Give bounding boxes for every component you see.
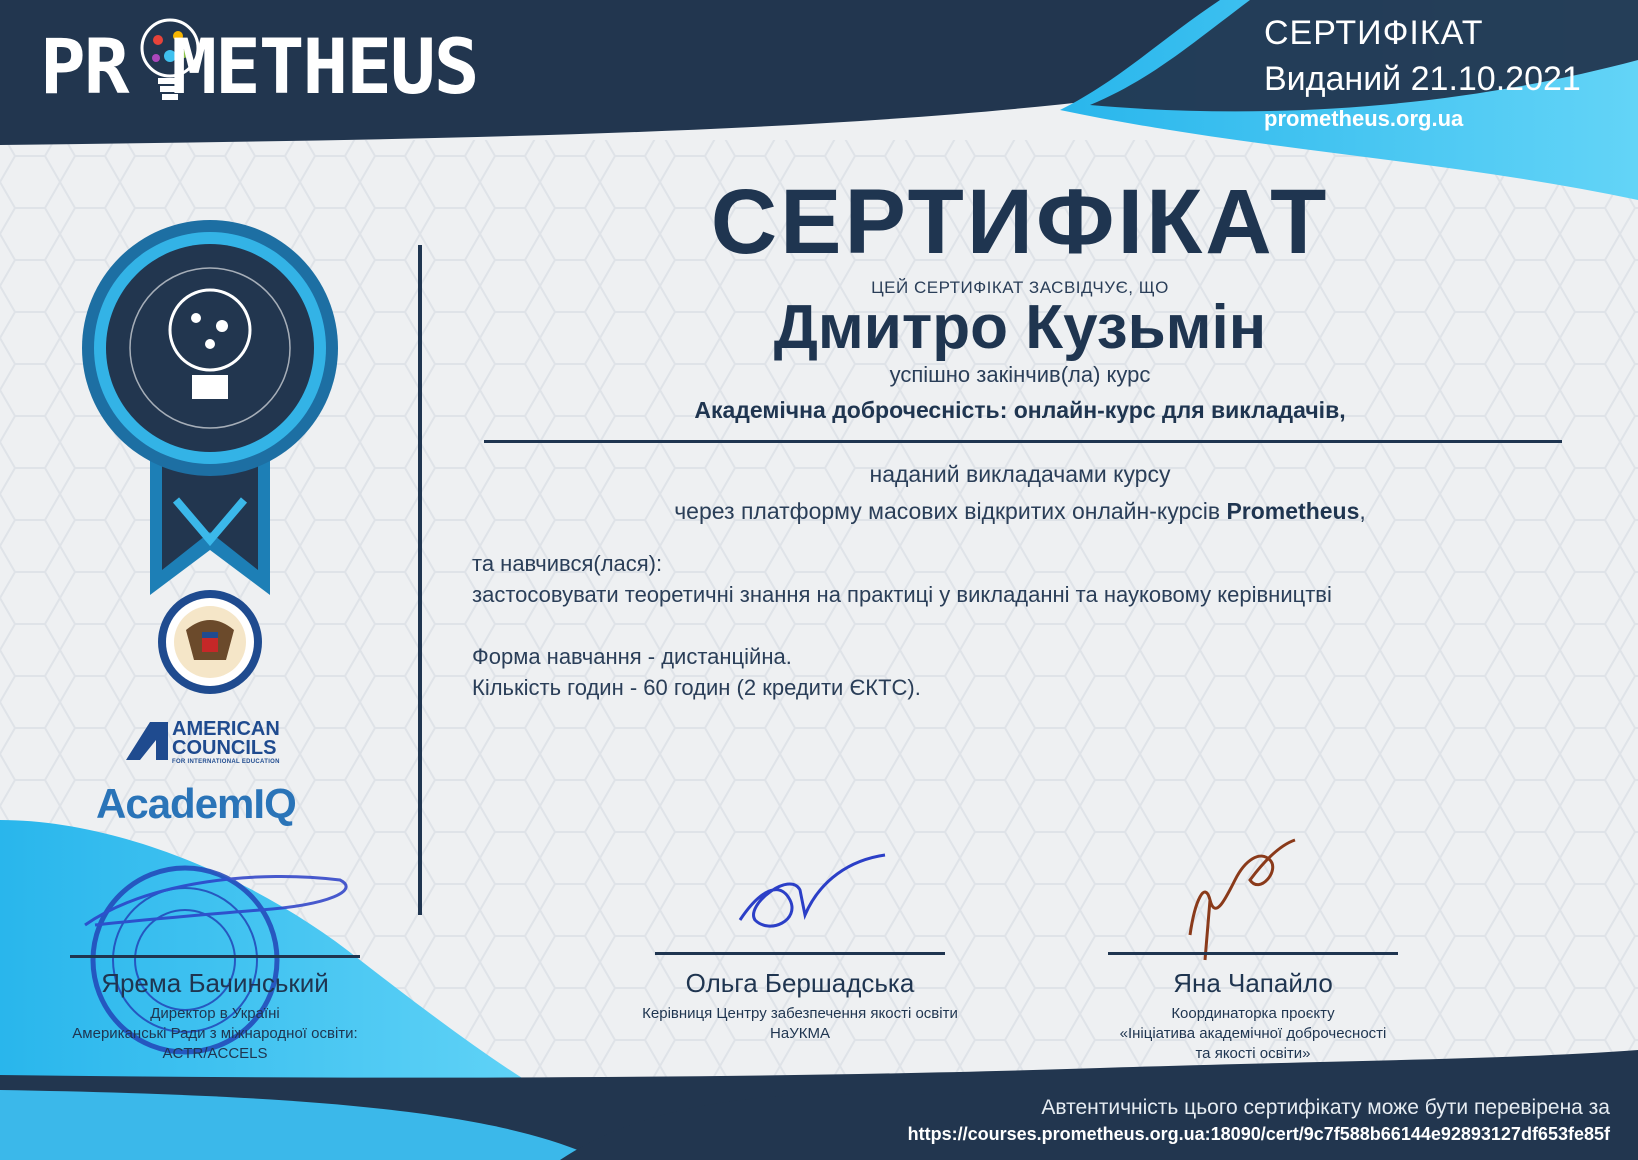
course-name: Академічна доброчесність: онлайн-курс для викладачів,: [694, 397, 1346, 423]
platform-suffix: ,: [1359, 498, 1366, 524]
verify-text: Автентичність цього сертифікату може бути перевірена за: [1041, 1096, 1610, 1119]
learning-outcomes: [472, 548, 1332, 703]
signatory-role-1-line-3: ACTR/ACCELS: [162, 1045, 268, 1062]
vertical-divider: [418, 245, 422, 915]
signature-line-1: [70, 955, 360, 958]
study-form: Форма навчання - дистанційна.: [472, 644, 792, 669]
header-issued-date: Виданий 21.10.2021: [1264, 60, 1581, 98]
signatory-name-2: Ольга Бершадська: [685, 968, 915, 998]
american-councils-logo: [172, 720, 280, 766]
signatory-role-3: [1053, 1004, 1453, 1064]
prometheus-logo: PR METHEUS: [40, 22, 478, 111]
american-councils-line2: COUNCILS: [172, 737, 277, 759]
certifies-text: ЦЕЙ СЕРТИФІКАТ ЗАСВІДЧУЄ, ЩО: [871, 278, 1169, 297]
learned-skill: застосовувати теоретичні знання на практиці у викладанні та науковому керівництві: [472, 582, 1332, 607]
signatory-name-3: Яна Чапайло: [1173, 968, 1333, 998]
state-department-seal-icon: [158, 590, 262, 694]
signatory-role-3-line-2: «Ініціатива академічної доброчесності: [1119, 1025, 1387, 1042]
platform-name: Prometheus: [1226, 498, 1360, 524]
granted-by-text: наданий викладачами курсу: [869, 461, 1171, 487]
course-divider: [484, 440, 1562, 443]
signatory-role-1: [20, 1004, 410, 1064]
header-certificate-label: СЕРТИФІКАТ: [1264, 14, 1484, 52]
signatory-role-1-line-1: Директор в Україні: [150, 1005, 280, 1022]
signatory-role-3-line-3: та якості освіти»: [1195, 1045, 1311, 1062]
signatory-role-1-line-2: Американські Ради з міжнародної освіти:: [72, 1025, 358, 1042]
signature-line-2: [655, 952, 945, 955]
study-hours: Кількість годин - 60 годин (2 кредити ЄКТС).: [472, 675, 921, 700]
academiq-logo: AcademIQ: [96, 780, 296, 827]
platform-prefix: через платформу масових відкритих онлайн-курсів: [674, 498, 1227, 524]
signatory-role-2: [580, 1004, 1020, 1044]
certificate-title: СЕРТИФІКАТ: [710, 171, 1330, 273]
signatory-role-2-line-1: Керівниця Центру забезпечення якості освіти: [642, 1005, 958, 1022]
american-councils-sub: FOR INTERNATIONAL EDUCATION: [172, 759, 280, 765]
american-councils-line1: AMERICAN: [172, 718, 280, 740]
learned-label: та навчився(лася):: [472, 551, 663, 576]
header-website-link[interactable]: prometheus.org.ua: [1264, 106, 1464, 131]
signature-line-3: [1108, 952, 1398, 955]
verify-url-link[interactable]: https://courses.prometheus.org.ua:18090/cert/9c7f588b66144e92893127df653fe85f: [907, 1124, 1610, 1144]
recipient-name: Дмитро Кузьмін: [773, 293, 1267, 362]
signatory-name-1: Ярема Бачинський: [101, 968, 329, 998]
platform-text: [480, 498, 1560, 525]
signatory-role-3-line-1: Координаторка проєкту: [1171, 1005, 1335, 1022]
completed-text: успішно закінчив(ла) курс: [889, 362, 1151, 387]
signatory-role-2-line-2: НаУКМА: [770, 1025, 830, 1042]
